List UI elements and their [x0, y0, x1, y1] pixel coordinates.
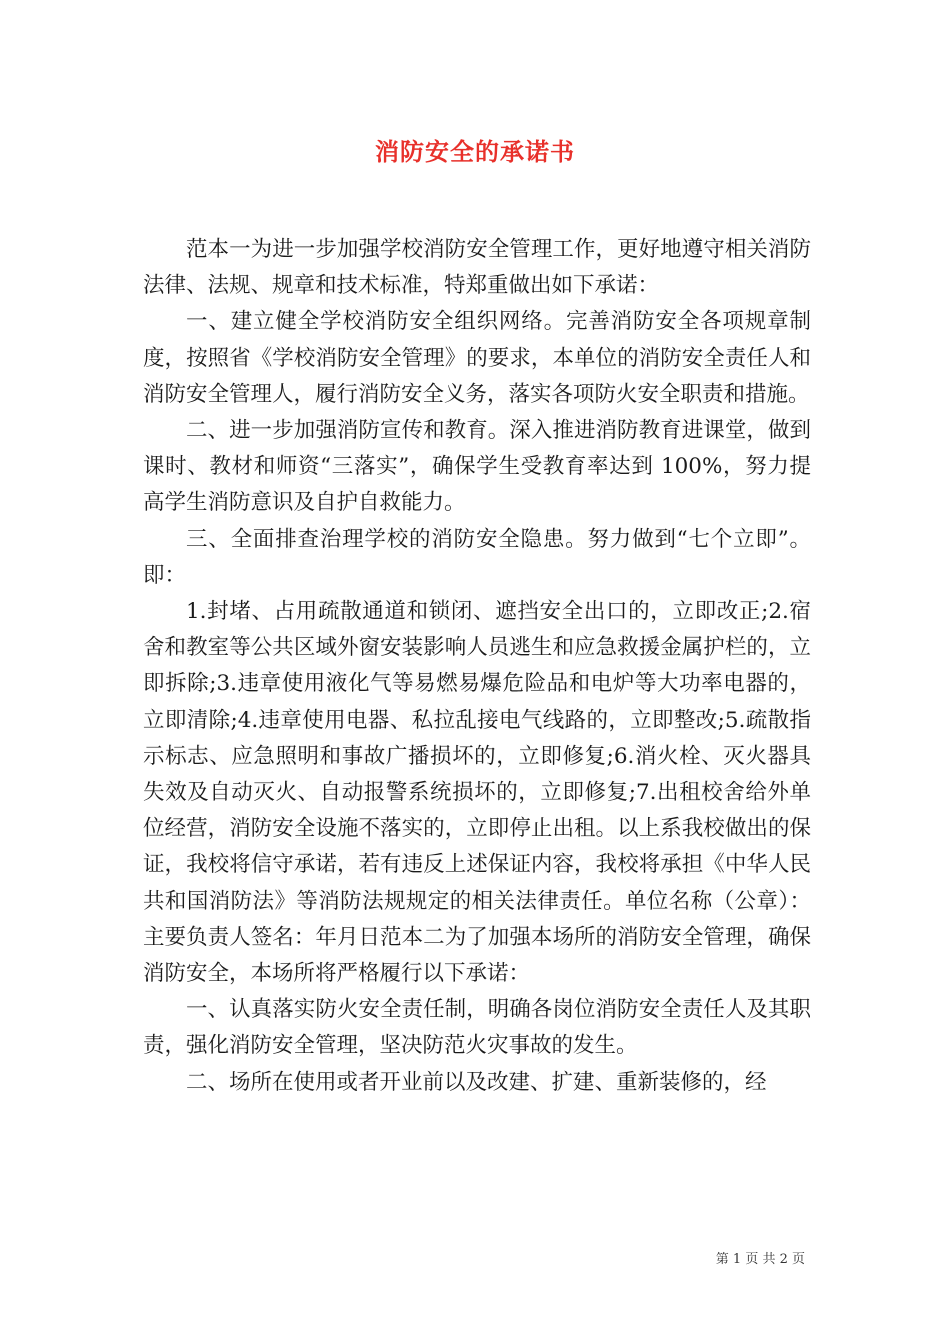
- paragraph-template2-item-2: 二、场所在使用或者开业前以及改建、扩建、重新装修的，经: [186, 1069, 767, 1095]
- paragraph-seven-items: 1.封堵、占用疏散通道和锁闭、遮挡安全出口的，立即改正;2.宿舍和教室等公共区域外窗安装影响人员逃生和应急救援金属护栏的，立即拆除;3.违章使用液化气等易燃易爆危险品和电炉等大功率电器的，立即清除;4.违章使用电器、私拉乱接电气线路的，立即整改;5.疏散指示标志、应急照明和事故广播损坏的，立即修复;6.消火栓、灭火器具失效及自动灭火、自动报警系统损坏的，立即修复;7.出租校舍给外单位经营，消防安全设施不落实的，立即停止出租。以上系我校做出的保证，我校将信守承诺，若有违反上述保证内容，我校将承担《中华人民共和国消防法》等消防法规规定的相关法律责任。单位名称（公章）：主要负责人签名：年月日范本二为了加强本场所的消防安全管理，确保消防安全，本场所将严格履行以下承诺：: [143, 599, 811, 987]
- document-body: [143, 232, 811, 1101]
- page-title: 消防安全的承诺书: [375, 137, 575, 166]
- paragraph-template2-item-1: 一、认真落实防火安全责任制，明确各岗位消防安全责任人及其职责，强化消防安全管理，坚决防范火灾事故的发生。: [143, 997, 811, 1059]
- paragraph-item-3: 三、全面排查治理学校的消防安全隐患。努力做到“七个立即”。即：: [143, 526, 811, 588]
- paragraph-intro: 范本一为进一步加强学校消防安全管理工作，更好地遵守相关消防法律、法规、规章和技术标准，特郑重做出如下承诺：: [143, 237, 811, 299]
- page-number: 第 1 页 共 2 页: [715, 1252, 805, 1267]
- paragraph-item-1: 一、建立健全学校消防安全组织网络。完善消防安全各项规章制度，按照省《学校消防安全管理》的要求，本单位的消防安全责任人和消防安全管理人，履行消防安全义务，落实各项防火安全职责和措施。: [143, 309, 811, 407]
- paragraph-item-2: 二、进一步加强消防宣传和教育。深入推进消防教育进课堂，做到课时、教材和师资“三落实”，确保学生受教育率达到 100%，努力提高学生消防意识及自护自救能力。: [143, 418, 811, 516]
